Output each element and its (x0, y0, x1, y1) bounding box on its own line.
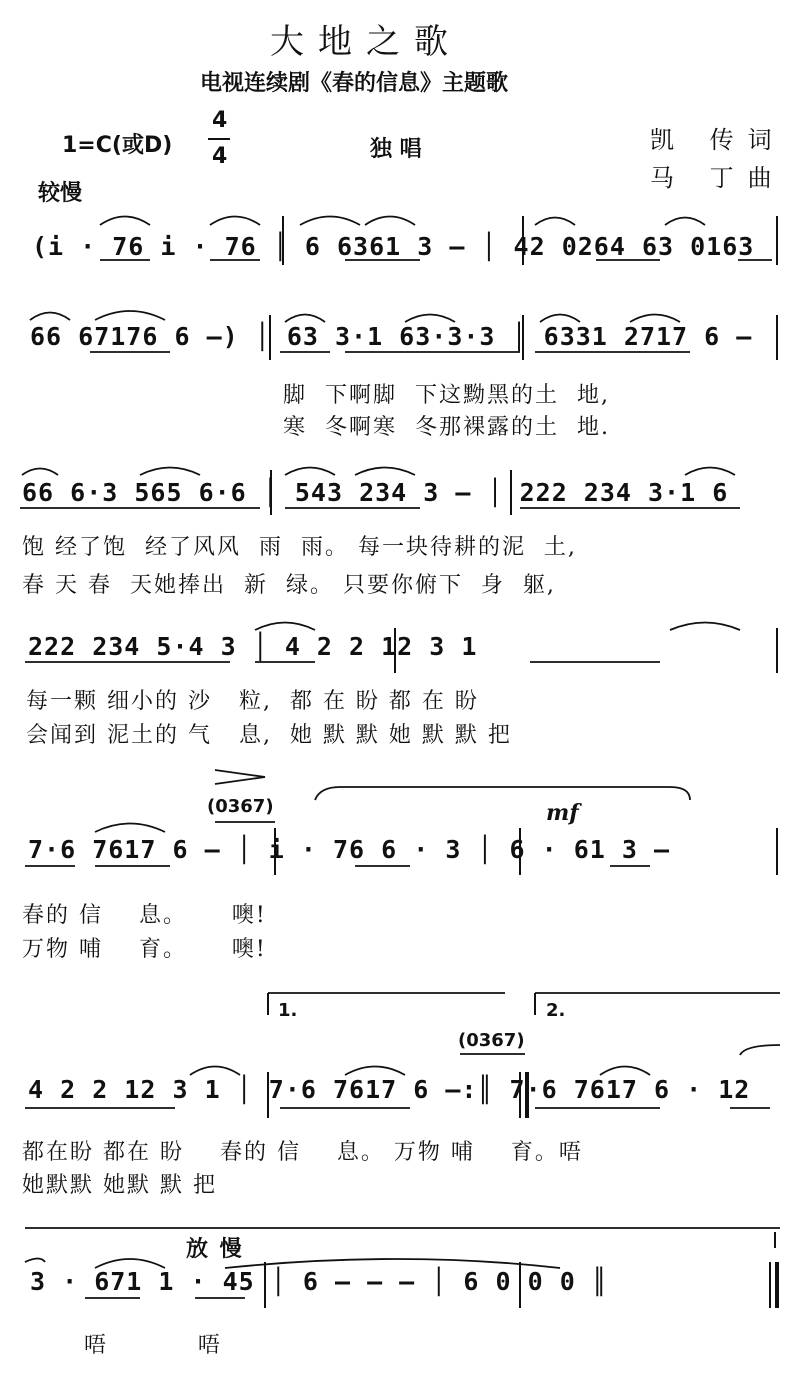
composer-credit: 马 丁曲 (650, 164, 786, 192)
score-line-5-lyrics-1: 春的 信 息。 噢! (22, 903, 267, 928)
volta-2: 2. (546, 1000, 566, 1021)
volta-1: 1. (278, 1000, 298, 1021)
score-line-5-notes: 7·6 7617 6 — │ i · 76 6 · 3 │ 6 · 61 3 — (28, 835, 671, 864)
score-line-4-lyrics-1: 每一颗 细小的 沙 粒, 都 在 盼 都 在 盼 (26, 689, 479, 714)
score-line-2-notes: 66 67176 6 —) │ 63 3·1 63·3·3 │ 6331 2717 6 — (30, 322, 753, 351)
song-title: 大地之歌 (270, 22, 462, 62)
score-line-3-lyrics-1: 饱 经了饱 经了风风 雨 雨。 每一块待耕的泥 土, (22, 535, 577, 560)
score-line-7-notes: 3 · 671 1 · 45 │ 6 — — — │ 6 0 0 0 ║ (30, 1267, 608, 1296)
key-signature: 1=C(或D) (62, 133, 173, 158)
score-line-6-lyrics-1: 都在盼 都在 盼 春的 信 息。 万物 哺 育。唔 (22, 1140, 583, 1165)
lyricist-credit: 凯 传词 (650, 126, 786, 154)
score-line-4-lyrics-2: 会闻到 泥土的 气 息, 她 默 默 她 默 默 把 (26, 723, 512, 748)
score-line-3-lyrics-2: 春 天 春 天她捧出 新 绿。 只要你俯下 身 躯, (22, 573, 556, 598)
score-line-4-notes: 222 234 5·4 3 │ 4 2 2 12 3 1 (28, 632, 478, 661)
score-line-1-notes: (i · 76 i · 76 │ 6 6361 3 — │ 42 0264 63 0163 (32, 232, 755, 261)
score-line-7-lyrics-1: 唔 唔 (84, 1333, 222, 1358)
tempo-change-marking: 放 慢 (186, 1236, 244, 1262)
time-signature-bottom: 4 (212, 144, 228, 169)
score-line-2-lyrics-1: 脚 下啊脚 下这黝黑的土 地, (283, 383, 610, 408)
score-line-6-lyrics-2: 她默默 她默 默 把 (22, 1173, 217, 1198)
dynamic-marking: mf (546, 800, 579, 826)
time-signature-top: 4 (212, 108, 228, 133)
song-subtitle: 电视连续剧《春的信息》主题歌 (200, 70, 509, 96)
score-line-5-lyrics-2: 万物 哺 育。 噢! (22, 937, 267, 962)
tempo-marking: 较慢 (38, 181, 83, 206)
score-line-5-paren: (0367) (207, 796, 274, 817)
performance-mode: 独 唱 (370, 137, 422, 162)
score-line-3-notes: 66 6·3 565 6·6 │ 543 234 3 — │ 222 234 3·1 6 (22, 478, 729, 507)
score-line-6-notes: 4 2 2 12 3 1 │ 7·6 7617 6 —:║ 7·6 7617 6 · 12 (28, 1075, 751, 1104)
score-line-2-lyrics-2: 寒 冬啊寒 冬那裸露的土 地. (283, 415, 610, 440)
score-line-6-paren: (0367) (458, 1030, 525, 1051)
